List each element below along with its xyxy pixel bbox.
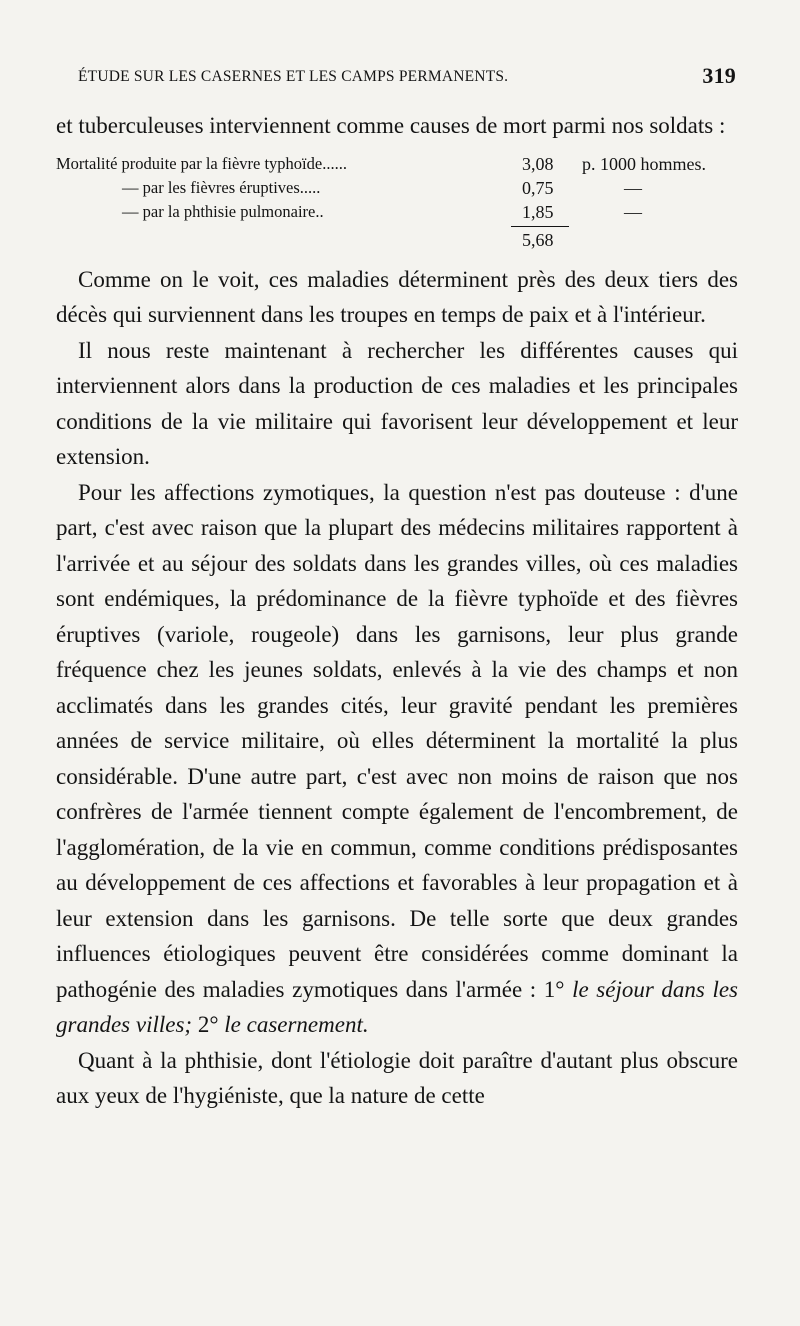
stat-value: 0,75	[522, 177, 554, 198]
emphasis-2: le casernement.	[224, 1012, 369, 1037]
stat-unit: —	[624, 177, 642, 198]
stat-value: 3,08	[522, 153, 554, 174]
paragraph-4: Quant à la phthisie, dont l'étiologie doit paraître d'autant plus obscure aux yeux de l'hygiéniste, que la nature de cette	[56, 1047, 738, 1108]
intro-line: et tuberculeuses interviennent comme causes de mort parmi nos soldats :	[56, 113, 726, 138]
paragraph-3-text: Pour les affections zymotiques, la question n'est pas douteuse : d'une part, c'est avec raison que la plupart des médecins militaires rapportent à l'arrivée et au séjour des soldats dans les grandes villes, où ces maladies sont endémiques, la prédominance de la fièvre typhoïde et des fièvres éruptives (variole, rougeole) dans les garnisons, leur plus grande fréquence chez les jeunes soldats, enlevés à la vie des champs et non acclimatés dans les grandes cités, leur gravité pendant les premières années de service militaire, où elles déterminent la mortalité la plus considérable. D'une autre part, c'est avec non moins de raison que nos confrères de l'armée tiennent compte également de l'encombrement, de l'agglomération, de la vie en commun, comme conditions prédisposantes au développement de ces affections et favorables à leur propagation et à leur extension dans les garnisons. De telle sorte que deux grandes influences étiologiques peuvent être considérées comme dominant la pathogénie des maladies zymotiques dans l'armée : 1°	[56, 479, 738, 1002]
paragraph-1: Comme on le voit, ces maladies déterminent près des deux tiers des décès qui surviennent dans les troupes en temps de paix et à l'intérieur.	[56, 266, 738, 327]
stat-row	[56, 200, 738, 224]
stat-value: 1,85	[522, 201, 554, 222]
stat-row	[56, 152, 738, 176]
stat-label: Mortalité produite par la fièvre typhoïde......	[56, 153, 347, 173]
paragraph-2: Il nous reste maintenant à rechercher les différentes causes qui interviennent alors dans la production de ces maladies et les principales conditions de la vie militaire qui favorisent leur développement et leur extension.	[56, 337, 738, 469]
stat-unit: —	[624, 201, 642, 222]
running-title: ÉTUDE SUR LES CASERNES ET LES CAMPS PERMANENTS.	[78, 68, 509, 85]
stat-label: — par les fièvres éruptives.....	[122, 177, 321, 197]
page-number: 319	[702, 63, 736, 88]
stat-row	[56, 176, 738, 200]
emphasis-1: le séjour dans les grandes villes;	[56, 976, 739, 1037]
stat-label: — par la phthisie pulmonaire..	[122, 201, 324, 221]
paragraph-3	[56, 475, 738, 1043]
stats-total	[56, 224, 738, 254]
running-header	[78, 63, 736, 88]
stat-unit: p. 1000 hommes.	[582, 153, 706, 174]
page-body	[56, 108, 738, 1114]
paragraph-3-mid: 2°	[192, 1012, 219, 1037]
sum-rule	[511, 226, 569, 227]
total-value: 5,68	[522, 229, 554, 250]
